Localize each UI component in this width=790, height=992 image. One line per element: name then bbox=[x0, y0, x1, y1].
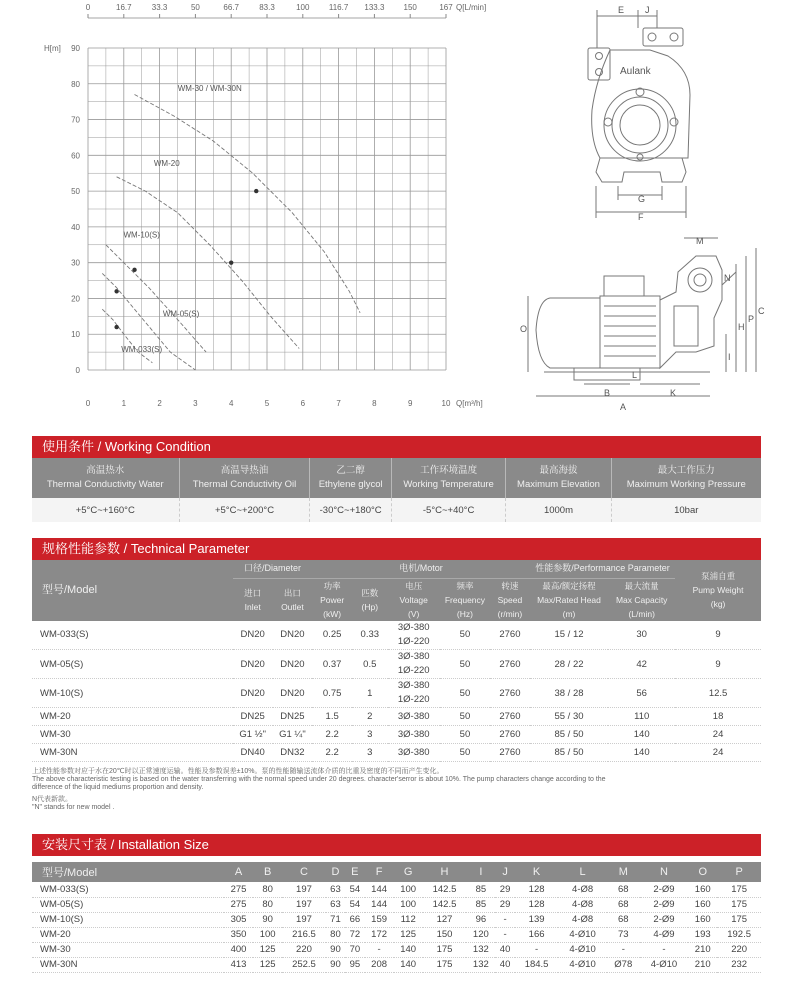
tp-cell-hz: 50 bbox=[440, 621, 490, 650]
is-cell: 90 bbox=[326, 942, 345, 957]
tp-cell-cap: 42 bbox=[608, 650, 675, 679]
tp-cell-wt: 9 bbox=[675, 621, 761, 650]
is-cell: WM-05(S) bbox=[32, 897, 224, 912]
y-tick-label: 60 bbox=[71, 151, 80, 161]
y-tick-label: 80 bbox=[71, 79, 80, 89]
tp-cell-power: 2.2 bbox=[312, 744, 352, 762]
rated-point bbox=[114, 289, 118, 293]
is-header-9: I bbox=[466, 862, 495, 882]
is-cell: WM-30N bbox=[32, 957, 224, 972]
is-cell: 80 bbox=[253, 897, 282, 912]
is-cell: 400 bbox=[224, 942, 253, 957]
tp-cell-model: WM-30N bbox=[32, 744, 233, 762]
tp-motor-header: 电机/Motor bbox=[312, 560, 530, 578]
tp-sub-header-4: 电压 Voltage (V) bbox=[388, 578, 440, 621]
pump-side-view bbox=[528, 238, 756, 396]
is-row bbox=[32, 927, 761, 942]
dim-label-n: N bbox=[724, 273, 731, 283]
is-cell: 142.5 bbox=[423, 897, 467, 912]
tp-cell-rpm: 2760 bbox=[490, 726, 530, 744]
top-tick-label: 100 bbox=[296, 3, 310, 12]
is-cell: 100 bbox=[394, 897, 423, 912]
tp-row bbox=[32, 650, 761, 679]
tp-cell-voltage: 3Ø-380 1Ø-220 bbox=[388, 650, 440, 679]
tp-diameter-header: 口径/Diameter bbox=[233, 560, 312, 578]
is-cell: 210 bbox=[688, 942, 717, 957]
wc-header-4: 最高海拔 Maximum Elevation bbox=[506, 458, 611, 498]
tp-cell-cap: 56 bbox=[608, 679, 675, 708]
top-tick-label: 0 bbox=[85, 3, 91, 12]
is-cell: 68 bbox=[607, 912, 640, 927]
is-cell: 125 bbox=[253, 957, 282, 972]
is-cell: 2-Ø9 bbox=[640, 912, 688, 927]
is-header-16: P bbox=[717, 862, 761, 882]
is-cell: 71 bbox=[326, 912, 345, 927]
tp-weight-header: 泵浦自重 Pump Weight (kg) bbox=[675, 560, 761, 621]
series-curve bbox=[102, 309, 152, 363]
is-cell: 142.5 bbox=[423, 882, 467, 897]
wc-header-1: 高温导热油 Thermal Conductivity Oil bbox=[179, 458, 310, 498]
y-tick-label: 10 bbox=[71, 330, 80, 340]
x-tick-label: 1 bbox=[121, 399, 127, 408]
tp-cell-wt: 9 bbox=[675, 650, 761, 679]
is-cell: 193 bbox=[688, 927, 717, 942]
tp-cell-voltage: 3Ø-380 bbox=[388, 708, 440, 726]
is-cell: 208 bbox=[365, 957, 394, 972]
x-tick-label: 3 bbox=[193, 399, 198, 408]
tp-row bbox=[32, 708, 761, 726]
is-cell: 4-Ø10 bbox=[558, 957, 606, 972]
tp-cell-head: 15 / 12 bbox=[530, 621, 608, 650]
wc-header-3: 工作环境温度 Working Temperature bbox=[391, 458, 506, 498]
is-cell: 160 bbox=[688, 882, 717, 897]
is-cell: 132 bbox=[466, 942, 495, 957]
x-tick-label: 6 bbox=[300, 399, 306, 408]
is-cell: 220 bbox=[717, 942, 761, 957]
tp-cell-power: 1.5 bbox=[312, 708, 352, 726]
is-cell: 127 bbox=[423, 912, 467, 927]
tp-cell-hp: 2 bbox=[352, 708, 388, 726]
tp-sub-header-2: 功率 Power (kW) bbox=[312, 578, 352, 621]
is-cell: 29 bbox=[495, 882, 514, 897]
is-header-11: K bbox=[515, 862, 559, 882]
wc-value-0: +5°C~+160°C bbox=[32, 498, 179, 522]
is-cell: 159 bbox=[365, 912, 394, 927]
series-label: WM-10(S) bbox=[123, 230, 160, 240]
x-tick-label: 8 bbox=[372, 399, 377, 408]
is-cell: 4-Ø8 bbox=[558, 912, 606, 927]
y-tick-label: 20 bbox=[71, 294, 80, 304]
tp-cell-hp: 1 bbox=[352, 679, 388, 708]
tp-cell-inlet: DN20 bbox=[233, 621, 273, 650]
tp-cell-cap: 30 bbox=[608, 621, 675, 650]
tp-sub-header-7: 最高/额定扬程 Max/Rated Head (m) bbox=[530, 578, 608, 621]
rated-point bbox=[114, 325, 118, 329]
x-tick-label: 10 bbox=[441, 399, 451, 408]
performance-chart bbox=[0, 0, 487, 420]
top-tick-label: 116.7 bbox=[328, 3, 349, 12]
tp-cell-rpm: 2760 bbox=[490, 679, 530, 708]
pump-front-view bbox=[588, 10, 690, 218]
is-row bbox=[32, 882, 761, 897]
is-cell: 184.5 bbox=[515, 957, 559, 972]
tp-sub-header-6: 转速 Speed (r/min) bbox=[490, 578, 530, 621]
technical-note: 上述性能参数对应于水在20℃时以正常速度运输。性能及参数误差±10%。泵的性能随输送流体介质的比重及密度的不同而产生变化。 The above characteristic testing is based on the water transferring with the normal speed under 20 degrees. character'serror is about 10%. The pump characters change according to the difference of the liquid mediums proportion and density. N代表新款。 "N" stands for new model . bbox=[32, 768, 606, 811]
is-cell: 232 bbox=[717, 957, 761, 972]
tp-cell-model: WM-20 bbox=[32, 708, 233, 726]
top-tick-label: 83.3 bbox=[259, 3, 275, 12]
top-tick-label: 33.3 bbox=[151, 3, 168, 12]
tp-sub-header-0: 进口 Inlet bbox=[233, 578, 273, 621]
y-tick-label: 70 bbox=[71, 115, 80, 125]
is-header-15: O bbox=[688, 862, 717, 882]
is-cell: 216.5 bbox=[282, 927, 326, 942]
x-tick-label: 5 bbox=[264, 399, 270, 408]
y-tick-label: 30 bbox=[71, 258, 80, 268]
dim-label-l: L bbox=[632, 370, 638, 380]
tp-cell-voltage: 3Ø-380 bbox=[388, 726, 440, 744]
tp-cell-model: WM-30 bbox=[32, 726, 233, 744]
x-axis-label: Q[m³/h] bbox=[456, 399, 483, 408]
wc-value-2: -30°C~+180°C bbox=[310, 498, 391, 522]
tp-cell-inlet: G1 ½" bbox=[233, 726, 273, 744]
dim-label-i: I bbox=[728, 352, 731, 362]
tp-cell-hz: 50 bbox=[440, 679, 490, 708]
is-cell: 85 bbox=[466, 897, 495, 912]
x-tick-label: 7 bbox=[336, 399, 341, 408]
top-tick-label: 150 bbox=[403, 3, 417, 12]
is-cell: 160 bbox=[688, 912, 717, 927]
is-cell: 166 bbox=[515, 927, 559, 942]
tp-cell-hz: 50 bbox=[440, 726, 490, 744]
technical-parameter-title: 规格性能参数 / Technical Parameter bbox=[32, 538, 761, 560]
chart-labels bbox=[44, 3, 486, 408]
is-cell: 73 bbox=[607, 927, 640, 942]
dim-label-f: F bbox=[638, 212, 644, 222]
is-cell: 125 bbox=[394, 927, 423, 942]
series-label: WM-033(S) bbox=[121, 345, 163, 355]
is-cell: WM-20 bbox=[32, 927, 224, 942]
is-header-14: N bbox=[640, 862, 688, 882]
working-condition-title: 使用条件 / Working Condition bbox=[32, 436, 761, 458]
is-cell: 175 bbox=[423, 957, 467, 972]
is-header-5: E bbox=[345, 862, 364, 882]
rated-point bbox=[229, 260, 233, 264]
is-cell: 275 bbox=[224, 882, 253, 897]
is-cell: - bbox=[607, 942, 640, 957]
wc-value-4: 1000m bbox=[506, 498, 611, 522]
is-cell: 4-Ø8 bbox=[558, 897, 606, 912]
is-cell: 80 bbox=[253, 882, 282, 897]
is-cell: 112 bbox=[394, 912, 423, 927]
is-header-0: 型号/Model bbox=[32, 862, 224, 882]
tp-cell-voltage: 3Ø-380 1Ø-220 bbox=[388, 679, 440, 708]
is-row bbox=[32, 942, 761, 957]
is-cell: 175 bbox=[423, 942, 467, 957]
tp-cell-rpm: 2760 bbox=[490, 621, 530, 650]
is-cell: 275 bbox=[224, 897, 253, 912]
is-cell: 70 bbox=[345, 942, 364, 957]
is-cell: WM-033(S) bbox=[32, 882, 224, 897]
is-cell: 132 bbox=[466, 957, 495, 972]
tp-cell-wt: 12.5 bbox=[675, 679, 761, 708]
is-cell: 305 bbox=[224, 912, 253, 927]
is-cell: 63 bbox=[326, 897, 345, 912]
is-cell: 150 bbox=[423, 927, 467, 942]
is-cell: 4-Ø10 bbox=[640, 957, 688, 972]
is-header-13: M bbox=[607, 862, 640, 882]
tp-cell-cap: 110 bbox=[608, 708, 675, 726]
is-cell: 144 bbox=[365, 897, 394, 912]
is-header-10: J bbox=[495, 862, 514, 882]
is-row bbox=[32, 897, 761, 912]
tp-row bbox=[32, 744, 761, 762]
is-cell: WM-10(S) bbox=[32, 912, 224, 927]
tp-cell-wt: 18 bbox=[675, 708, 761, 726]
tp-cell-rpm: 2760 bbox=[490, 744, 530, 762]
tp-sub-header-5: 频率 Frequency (Hz) bbox=[440, 578, 490, 621]
tp-cell-hp: 0.5 bbox=[352, 650, 388, 679]
tp-cell-voltage: 3Ø-380 1Ø-220 bbox=[388, 621, 440, 650]
is-header-3: C bbox=[282, 862, 326, 882]
y-tick-label: 0 bbox=[75, 366, 80, 375]
tp-cell-hz: 50 bbox=[440, 708, 490, 726]
is-cell: 4-Ø8 bbox=[558, 882, 606, 897]
tp-cell-hp: 3 bbox=[352, 744, 388, 762]
is-cell: 100 bbox=[253, 927, 282, 942]
y-tick-label: 90 bbox=[71, 44, 80, 53]
tp-cell-model: WM-10(S) bbox=[32, 679, 233, 708]
is-row bbox=[32, 912, 761, 927]
tp-cell-outlet: DN20 bbox=[273, 679, 313, 708]
wc-value-3: -5°C~+40°C bbox=[391, 498, 506, 522]
tp-cell-voltage: 3Ø-380 bbox=[388, 744, 440, 762]
tp-cell-model: WM-05(S) bbox=[32, 650, 233, 679]
tp-cell-hz: 50 bbox=[440, 744, 490, 762]
dim-label-o: O bbox=[520, 324, 528, 334]
is-cell: - bbox=[640, 942, 688, 957]
x-tick-label: 4 bbox=[228, 399, 234, 408]
is-cell: 197 bbox=[282, 912, 326, 927]
is-row bbox=[32, 957, 761, 972]
rated-point bbox=[132, 268, 136, 272]
tp-cell-wt: 24 bbox=[675, 726, 761, 744]
technical-parameter-table bbox=[32, 560, 761, 762]
tp-cell-power: 0.75 bbox=[312, 679, 352, 708]
tp-sub-header-3: 匹数 (Hp) bbox=[352, 578, 388, 621]
y-tick-label: 50 bbox=[71, 187, 80, 197]
tp-cell-power: 0.37 bbox=[312, 650, 352, 679]
is-cell: 68 bbox=[607, 897, 640, 912]
tp-cell-outlet: DN25 bbox=[273, 708, 313, 726]
is-cell: 413 bbox=[224, 957, 253, 972]
wc-header-0: 高温热水 Thermal Conductivity Water bbox=[32, 458, 179, 498]
is-cell: 4-Ø10 bbox=[558, 942, 606, 957]
is-cell: 85 bbox=[466, 882, 495, 897]
is-cell: 100 bbox=[394, 882, 423, 897]
is-cell: 40 bbox=[495, 942, 514, 957]
tp-row bbox=[32, 621, 761, 650]
wc-header-5: 最大工作压力 Maximum Working Pressure bbox=[611, 458, 761, 498]
is-cell: 95 bbox=[345, 957, 364, 972]
is-cell: 4-Ø10 bbox=[558, 927, 606, 942]
top-tick-label: 66.7 bbox=[223, 3, 239, 12]
wc-header-2: 乙二醇 Ethylene glycol bbox=[310, 458, 391, 498]
tp-cell-inlet: DN20 bbox=[233, 679, 273, 708]
is-cell: 220 bbox=[282, 942, 326, 957]
working-condition-table bbox=[32, 458, 761, 522]
is-cell: 175 bbox=[717, 912, 761, 927]
tp-cell-outlet: DN20 bbox=[273, 621, 313, 650]
wc-value-1: +5°C~+200°C bbox=[179, 498, 310, 522]
is-cell: - bbox=[515, 942, 559, 957]
tp-cell-power: 2.2 bbox=[312, 726, 352, 744]
dim-label-j: J bbox=[645, 5, 650, 15]
is-cell: 210 bbox=[688, 957, 717, 972]
tp-model-header: 型号/Model bbox=[32, 560, 233, 621]
is-cell: WM-30 bbox=[32, 942, 224, 957]
dim-label-k: K bbox=[670, 388, 677, 398]
is-cell: 40 bbox=[495, 957, 514, 972]
is-header-8: H bbox=[423, 862, 467, 882]
is-cell: 68 bbox=[607, 882, 640, 897]
is-cell: 175 bbox=[717, 897, 761, 912]
tp-cell-outlet: DN20 bbox=[273, 650, 313, 679]
tp-cell-cap: 140 bbox=[608, 744, 675, 762]
tp-row bbox=[32, 726, 761, 744]
top-axis-label: Q[L/min] bbox=[456, 3, 487, 12]
tp-cell-head: 85 / 50 bbox=[530, 744, 608, 762]
is-cell: 172 bbox=[365, 927, 394, 942]
rated-point bbox=[254, 189, 258, 193]
dimension-drawings bbox=[500, 0, 790, 420]
dim-label-g: G bbox=[638, 194, 646, 204]
is-cell: - bbox=[495, 912, 514, 927]
is-cell: 139 bbox=[515, 912, 559, 927]
is-cell: 252.5 bbox=[282, 957, 326, 972]
is-cell: 4-Ø9 bbox=[640, 927, 688, 942]
y-tick-label: 40 bbox=[71, 222, 80, 232]
tp-sub-header-8: 最大流量 Max Capacity (L/min) bbox=[608, 578, 675, 621]
is-header-2: B bbox=[253, 862, 282, 882]
tp-cell-inlet: DN20 bbox=[233, 650, 273, 679]
wc-value-5: 10bar bbox=[611, 498, 761, 522]
is-cell: 128 bbox=[515, 882, 559, 897]
tp-row bbox=[32, 679, 761, 708]
y-axis-label: H[m] bbox=[44, 44, 61, 53]
is-cell: 175 bbox=[717, 882, 761, 897]
is-cell: - bbox=[495, 927, 514, 942]
tp-cell-hp: 0.33 bbox=[352, 621, 388, 650]
tp-cell-hp: 3 bbox=[352, 726, 388, 744]
dim-label-a: A bbox=[620, 402, 627, 412]
tp-cell-rpm: 2760 bbox=[490, 650, 530, 679]
dim-label-p: P bbox=[748, 314, 755, 324]
is-cell: 160 bbox=[688, 897, 717, 912]
is-header-4: D bbox=[326, 862, 345, 882]
tp-cell-inlet: DN25 bbox=[233, 708, 273, 726]
is-cell: - bbox=[365, 942, 394, 957]
is-cell: 80 bbox=[326, 927, 345, 942]
installation-size-table bbox=[32, 862, 761, 973]
tp-cell-head: 38 / 28 bbox=[530, 679, 608, 708]
is-cell: 125 bbox=[253, 942, 282, 957]
tp-cell-model: WM-033(S) bbox=[32, 621, 233, 650]
dim-label-m: M bbox=[696, 236, 704, 246]
is-cell: 29 bbox=[495, 897, 514, 912]
tp-cell-outlet: DN32 bbox=[273, 744, 313, 762]
is-cell: 128 bbox=[515, 897, 559, 912]
is-cell: 197 bbox=[282, 882, 326, 897]
top-tick-label: 133.3 bbox=[364, 3, 385, 12]
x-tick-label: 0 bbox=[85, 399, 91, 408]
is-cell: 192.5 bbox=[717, 927, 761, 942]
dim-label-e: E bbox=[618, 5, 625, 15]
tp-cell-cap: 140 bbox=[608, 726, 675, 744]
is-cell: 197 bbox=[282, 897, 326, 912]
tp-cell-head: 85 / 50 bbox=[530, 726, 608, 744]
tp-sub-header-1: 出口 Outlet bbox=[273, 578, 313, 621]
is-cell: 66 bbox=[345, 912, 364, 927]
is-cell: 63 bbox=[326, 882, 345, 897]
x-tick-label: 2 bbox=[157, 399, 162, 408]
dim-label-c: C bbox=[758, 306, 765, 316]
tp-cell-head: 55 / 30 bbox=[530, 708, 608, 726]
installation-size-title: 安装尺寸表 / Installation Size bbox=[32, 834, 761, 856]
is-cell: 2-Ø9 bbox=[640, 882, 688, 897]
tp-cell-power: 0.25 bbox=[312, 621, 352, 650]
is-cell: 140 bbox=[394, 942, 423, 957]
chart-grid bbox=[88, 14, 446, 370]
is-cell: 350 bbox=[224, 927, 253, 942]
dim-label-h: H bbox=[738, 322, 745, 332]
top-tick-label: 16.7 bbox=[116, 3, 132, 12]
is-cell: 120 bbox=[466, 927, 495, 942]
series-label: WM-20 bbox=[153, 159, 180, 169]
is-cell: 54 bbox=[345, 882, 364, 897]
is-header-7: G bbox=[394, 862, 423, 882]
dim-label-b: B bbox=[604, 388, 611, 398]
is-cell: Ø78 bbox=[607, 957, 640, 972]
brand-label: Aulank bbox=[620, 66, 651, 77]
series-curve bbox=[135, 95, 361, 313]
tp-perf-header: 性能参数/Performance Parameter bbox=[530, 560, 675, 578]
tp-cell-head: 28 / 22 bbox=[530, 650, 608, 679]
is-cell: 144 bbox=[365, 882, 394, 897]
tp-cell-outlet: G1 ¼" bbox=[273, 726, 313, 744]
tp-cell-rpm: 2760 bbox=[490, 708, 530, 726]
is-cell: 90 bbox=[253, 912, 282, 927]
is-header-12: L bbox=[558, 862, 606, 882]
tp-cell-hz: 50 bbox=[440, 650, 490, 679]
is-cell: 140 bbox=[394, 957, 423, 972]
tp-cell-inlet: DN40 bbox=[233, 744, 273, 762]
x-tick-label: 9 bbox=[407, 399, 413, 408]
series-label: WM-05(S) bbox=[162, 309, 200, 319]
is-cell: 96 bbox=[466, 912, 495, 927]
is-cell: 90 bbox=[326, 957, 345, 972]
series-label: WM-30 / WM-30N bbox=[177, 83, 242, 93]
is-header-1: A bbox=[224, 862, 253, 882]
top-tick-label: 167 bbox=[439, 3, 453, 12]
tp-cell-wt: 24 bbox=[675, 744, 761, 762]
top-tick-label: 50 bbox=[190, 3, 200, 12]
is-header-6: F bbox=[365, 862, 394, 882]
is-cell: 2-Ø9 bbox=[640, 897, 688, 912]
is-cell: 72 bbox=[345, 927, 364, 942]
is-cell: 54 bbox=[345, 897, 364, 912]
